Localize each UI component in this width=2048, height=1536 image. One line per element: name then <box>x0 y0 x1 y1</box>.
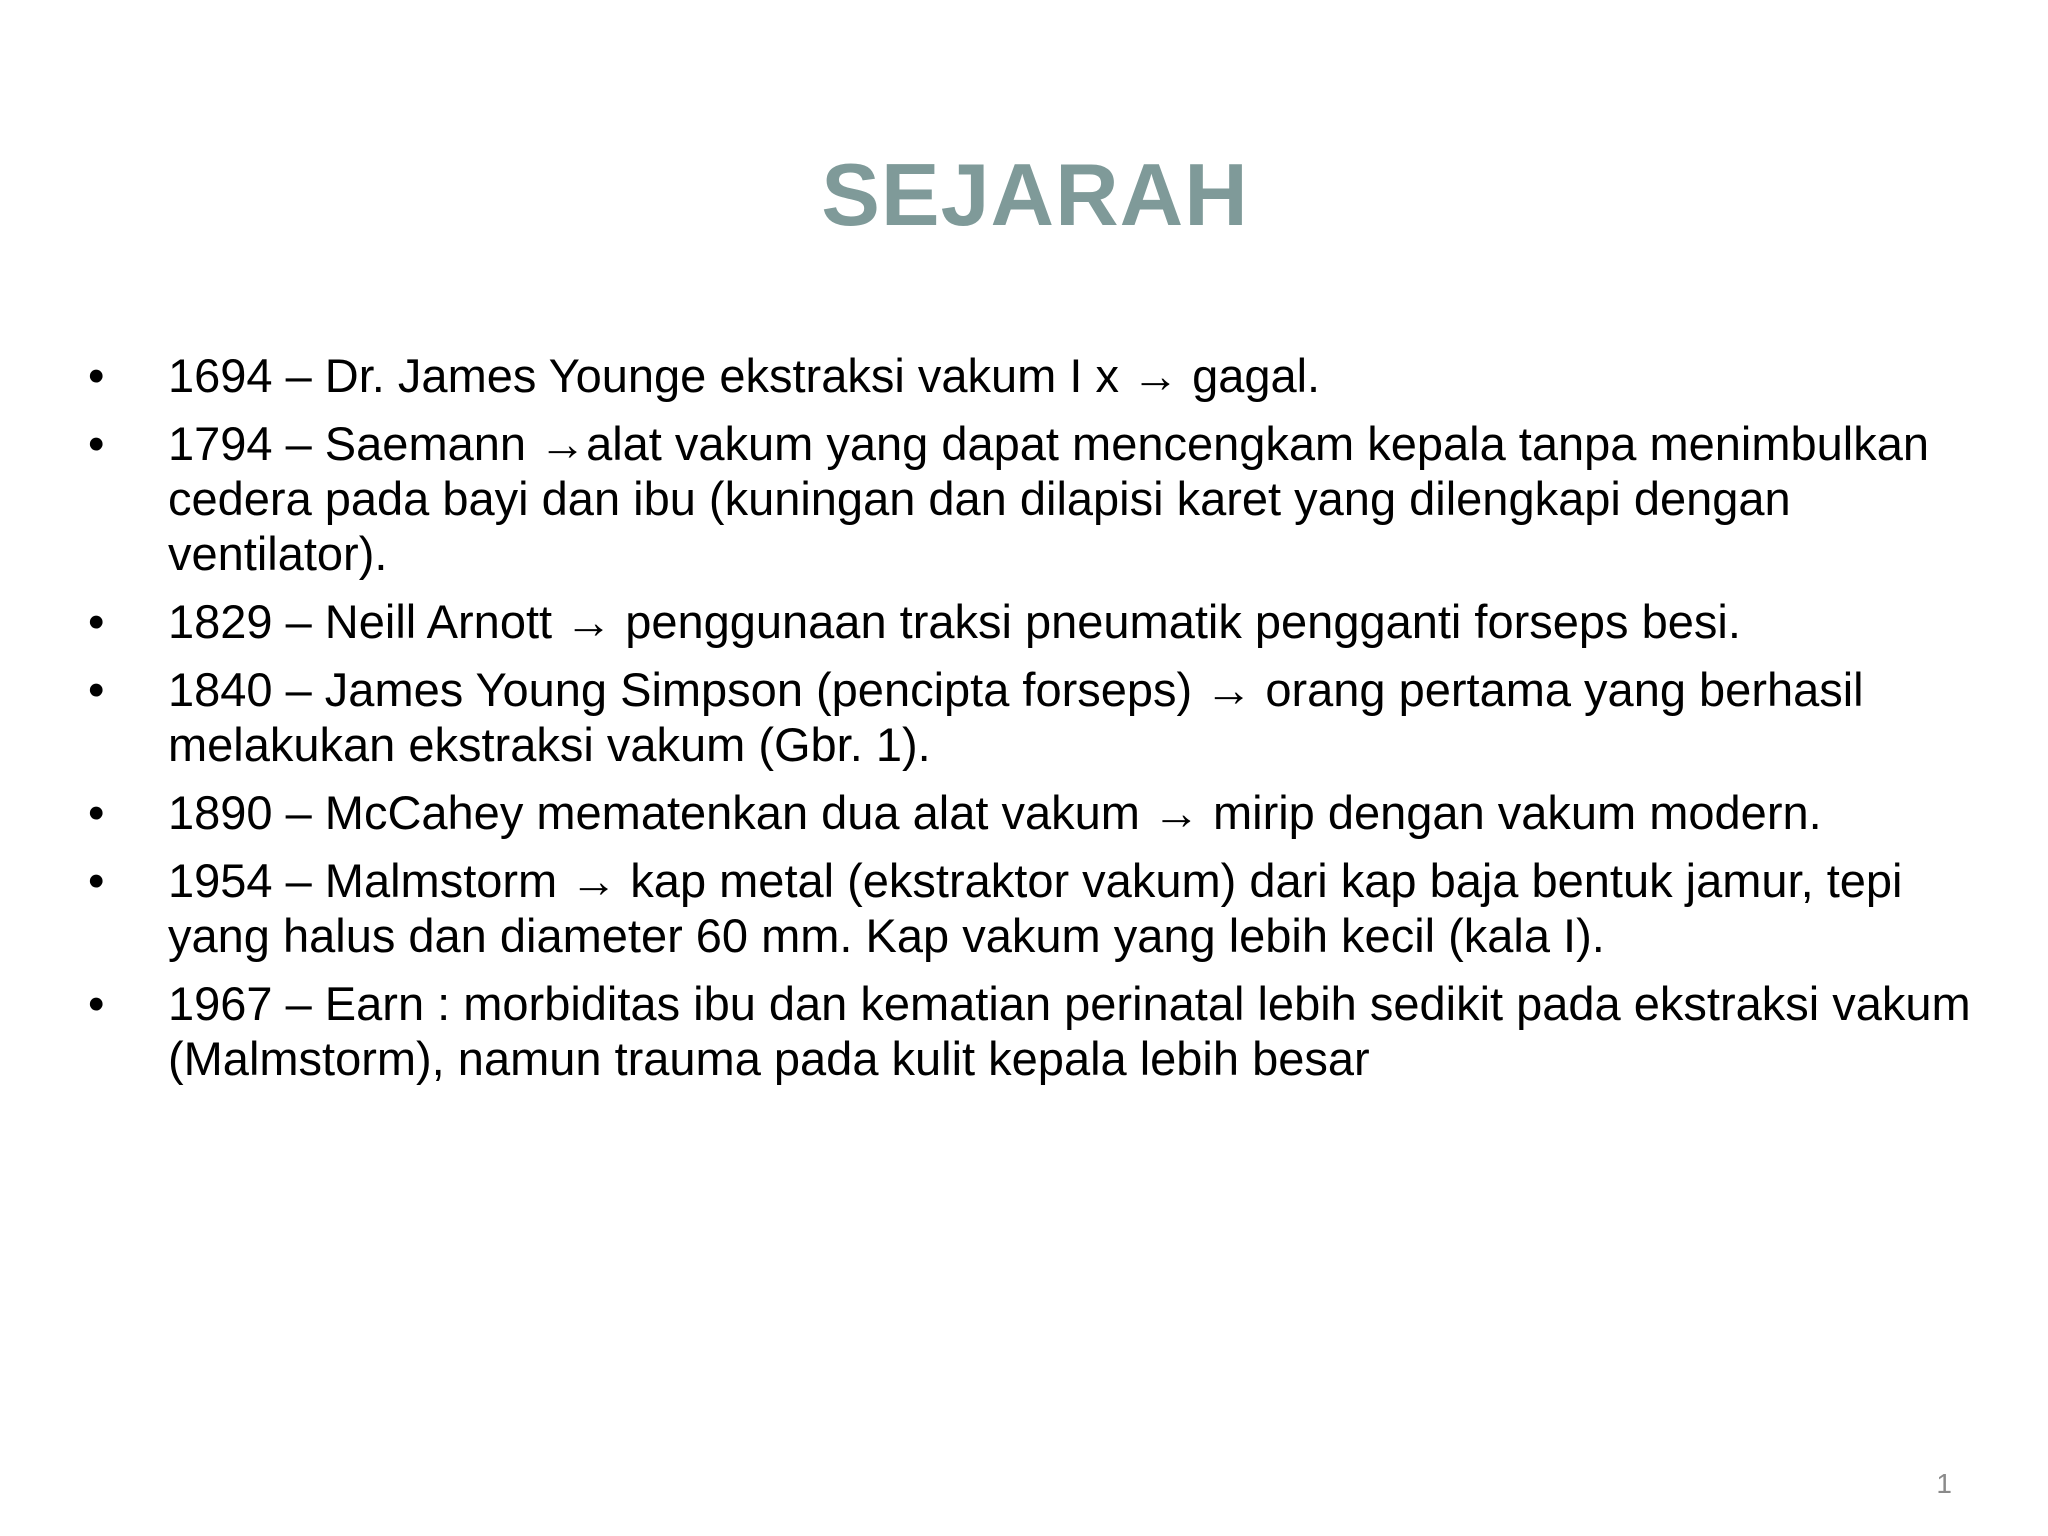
page-number: 1 <box>1936 1468 1952 1499</box>
bullet-icon: • <box>88 663 105 716</box>
bullet-text: 1890 – McCahey mematenkan dua alat vakum → mirip dengan vakum modern. <box>168 786 1822 839</box>
bullet-item-1794 <box>88 416 1988 581</box>
slide-title: SEJARAH <box>821 145 1249 244</box>
bullet-list <box>88 348 1988 1086</box>
bullet-item-1840 <box>88 662 1988 772</box>
bullet-item-1694 <box>88 348 1988 403</box>
bullet-icon: • <box>88 854 105 907</box>
bullet-icon: • <box>88 595 105 648</box>
bullet-item-1967 <box>88 976 1988 1086</box>
bullet-icon: • <box>88 417 105 470</box>
bullet-icon: • <box>88 349 105 402</box>
bullet-item-1890 <box>88 785 1988 840</box>
bullet-text: 1829 – Neill Arnott → penggunaan traksi pneumatik pengganti forseps besi. <box>168 595 1741 648</box>
bullet-text: 1794 – Saemann →alat vakum yang dapat mencengkam kepala tanpa menimbulkan cedera pada bayi dan ibu (kuningan dan dilapisi karet yang dilengkapi dengan ventilator). <box>168 417 1929 580</box>
bullet-text: 1694 – Dr. James Younge ekstraksi vakum I x → gagal. <box>168 349 1321 402</box>
bullet-item-1829 <box>88 594 1988 649</box>
bullet-item-1954 <box>88 853 1988 963</box>
bullet-text: 1967 – Earn : morbiditas ibu dan kematian perinatal lebih sedikit pada ekstraksi vakum (Malmstorm), namun trauma pada kulit kepala lebih besar <box>168 977 1971 1085</box>
bullet-text: 1954 – Malmstorm → kap metal (ekstraktor vakum) dari kap baja bentuk jamur, tepi yang halus dan diameter 60 mm. Kap vakum yang lebih kecil (kala I). <box>168 854 1903 962</box>
bullet-icon: • <box>88 977 105 1030</box>
bullet-text: 1840 – James Young Simpson (pencipta forseps) → orang pertama yang berhasil melakukan ekstraksi vakum (Gbr. 1). <box>168 663 1864 771</box>
bullet-icon: • <box>88 786 105 839</box>
slide-content <box>88 348 1988 1099</box>
